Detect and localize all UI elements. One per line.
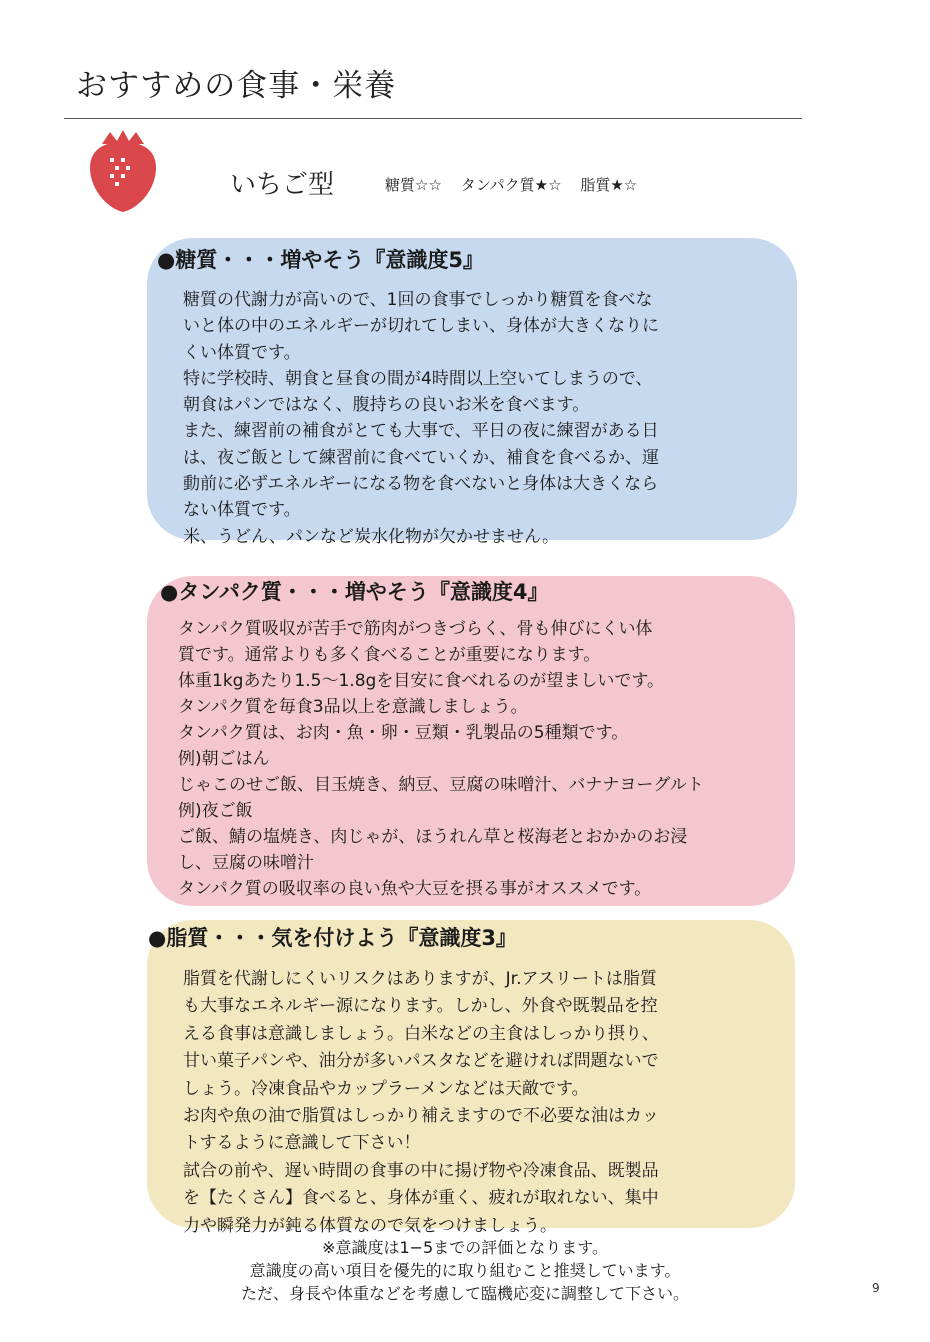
carb-line: また、練習前の補食がとても大事で、平日の夜に練習がある日 [183, 421, 659, 442]
protein-line: 例)朝ごはん [178, 749, 270, 769]
fat-line: える食事は意識しましょう。白米などの主食はしっかり摂り、 [183, 1023, 659, 1044]
type-name: いちご型 [230, 170, 335, 200]
protein-line: 例)夜ご飯 [178, 801, 253, 821]
fat-line: 脂質を代謝しにくいリスクはありますが、Jr.アスリートは脂質 [183, 969, 657, 989]
fat-line: トするように意識して下さい！ [183, 1133, 421, 1154]
fat-line: しょう。冷凍食品やカップラーメンなどは天敵です。 [183, 1078, 589, 1099]
carb-line: 特に学校時、朝食と昼食の間が4時間以上空いてしまうので、 [183, 368, 653, 389]
protein-line: タンパク質は、お肉・魚・卵・豆類・乳製品の5種類です。 [178, 723, 629, 743]
protein-line: ご飯、鯖の塩焼き、肉じゃが、ほうれん草と桜海老とおかかのお浸 [178, 827, 688, 847]
carb-line: くい体質です。 [183, 342, 301, 363]
rating-protein: タンパク質★☆ [460, 176, 562, 194]
fat-line: 試合の前や、遅い時間の食事の中に揚げ物や冷凍食品、既製品 [183, 1160, 659, 1181]
rating-carb: 糖質☆☆ [385, 176, 442, 194]
title-divider [64, 118, 802, 119]
protein-line: 質です。通常よりも多く食べることが重要になります。 [178, 645, 601, 665]
carb-line: 朝食はパンではなく、腹持ちの良いお米を食べます。 [183, 395, 590, 416]
fat-body [183, 966, 659, 1240]
protein-line: じゃこのせご飯、目玉焼き、納豆、豆腐の味噌汁、バナナヨーグルト [178, 775, 704, 795]
carb-line: 動前に必ずエネルギーになる物を食べないと身体は大きくなら [183, 474, 659, 495]
footnote-line: 意識度の高い項目を優先的に取り組むこと推奨しています。 [249, 1261, 681, 1280]
fat-line: 力や瞬発力が鈍る体質なので気をつけましょう。 [183, 1215, 557, 1236]
protein-line: タンパク質吸収が苦手で筋肉がつきづらく、骨も伸びにくい体 [178, 619, 653, 639]
fat-line: を【たくさん】食べると、身体が重く、疲れが取れない、集中 [183, 1188, 659, 1209]
rating-fat: 脂質★☆ [580, 176, 638, 194]
protein-body [178, 616, 704, 902]
strawberry-icon [88, 128, 158, 214]
footnote-line: ただ、身長や体重などを考慮して臨機応変に調整して下さい。 [240, 1284, 689, 1303]
page-number: 9 [872, 1281, 880, 1295]
carb-line: 糖質の代謝力が高いので、1回の食事でしっかり糖質を食べな [183, 290, 653, 310]
fat-line: も大事なエネルギー源になります。しかし、外食や既製品を控 [183, 996, 658, 1017]
fat-line: お肉や魚の油で脂質はしっかり補えますので不必要な油はカッ [183, 1106, 659, 1127]
carb-body [183, 287, 659, 550]
protein-line: タンパク質の吸収率の良い魚や大豆を摂る事がオススメです。 [178, 879, 652, 899]
protein-line: し、豆腐の味噌汁 [178, 853, 314, 873]
carb-line: ない体質です。 [183, 500, 301, 521]
carb-line: いと体の中のエネルギーが切れてしまい、身体が大きくなりに [183, 316, 659, 337]
protein-line: 体重1kgあたり1.5〜1.8gを目安に食べれるのが望ましいです。 [178, 671, 664, 691]
footnote-line: ※意識度は1−5までの評価となります。 [322, 1238, 608, 1257]
footnote [0, 1236, 930, 1305]
fat-line: 甘い菓子パンや、油分が多いパスタなどを避ければ問題ないで [183, 1051, 659, 1072]
fat-heading: ●脂質・・・気を付けよう『意識度3』 [148, 926, 517, 950]
page-title: おすすめの食事・栄養 [76, 68, 397, 104]
nutrient-ratings [385, 174, 651, 195]
carb-line: 米、うどん、パンなど炭水化物が欠かせません。 [183, 526, 560, 547]
protein-line: タンパク質を毎食3品以上を意識しましょう。 [178, 697, 528, 717]
protein-heading: ●タンパク質・・・増やそう『意識度4』 [160, 580, 549, 604]
carb-line: は、夜ご飯として練習前に食べていくか、補食を食べるか、運 [183, 447, 659, 468]
carb-heading: ●糖質・・・増やそう『意識度5』 [157, 248, 484, 272]
